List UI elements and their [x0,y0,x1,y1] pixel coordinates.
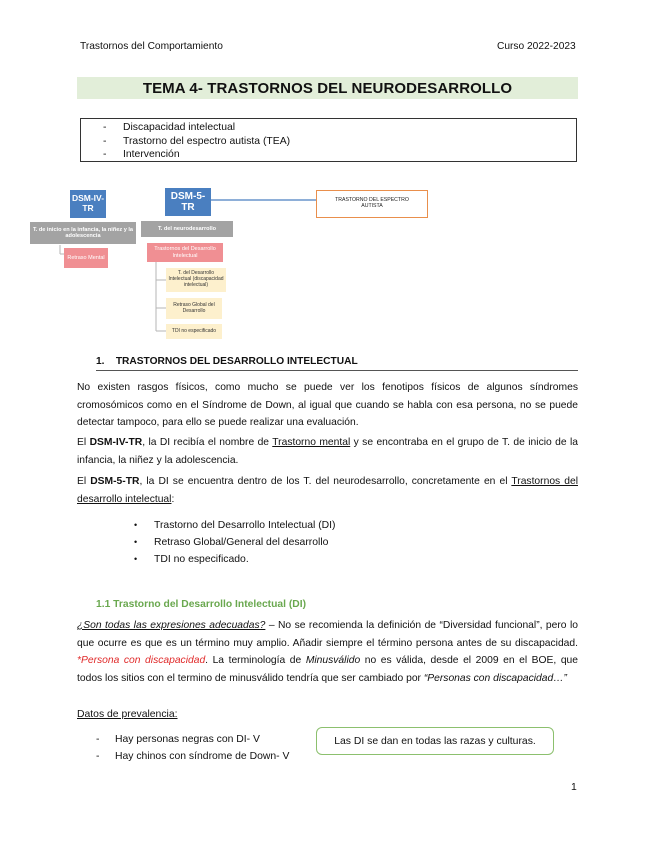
toc-item: - Intervención [103,149,180,160]
toc-item: - Discapacidad intelectual [103,122,236,133]
dsm5-group-box: T. del neurodesarrollo [141,221,233,237]
page-title: TEMA 4- TRASTORNOS DEL NEURODESARROLLO [142,79,513,97]
tea-box: TRASTORNO DEL ESPECTRO AUTISTA [316,190,428,218]
prevalence-title: Datos de prevalencia: [77,709,178,720]
list-item: • TDI no especificado. [134,554,249,565]
note-box: Las DI se dan en todas las razas y culturas. [316,727,554,755]
dsm5-item-box: TDI no especificado [166,324,222,339]
list-item: • Retraso Global/General del desarrollo [134,537,329,548]
header-left: Trastornos del Comportamiento [80,41,223,52]
bullet-list [134,517,336,568]
paragraph: ¿Son todas las expresiones adecuadas? – No se recomienda la definición de “Diversidad funcional”, pero lo que ocurre es que es un término muy amplio. Añadir siempre el término persona antes de su discapacidad. *Persona con discapacidad. La terminología de Minusválido no es válida, desde el 2009 en el BOE, que todos los sitios con el termino de minusválido tendría que ser cambiado por “Personas con discapacidad…” [77,620,579,684]
dsm5-box: DSM-5-TR [165,188,211,216]
dsm5-item-box: T. del Desarrollo Intelectual (discapacidad intelectual) [166,268,226,292]
dsm5-sub-box: Trastornos del Desarrollo Intelectual [147,243,223,262]
paragraph: No existen rasgos físicos, como mucho se puede ver los fenotipos físicos de algunos síndromes cromosómicos como en el Síndrome de Down, al igual que cuando se habla con esa persona, no se puede detectar tampoco, para ello se puede realizar una evaluación. [77,382,578,428]
prevalence-list [96,731,289,765]
list-item: • Trastorno del Desarrollo Intelectual (DI) [134,520,336,531]
dsm4-child-box: Retraso Mental [64,248,108,268]
subsection-heading: 1.1 Trastorno del Desarrollo Intelectual (DI) [96,599,306,610]
paragraph: El DSM-IV-TR, la DI recibía el nombre de Trastorno mental y se encontraba en el grupo de T. de inicio de la infancia, la niñez y la adolescencia. [77,437,578,466]
dsm4-group-box: T. de inicio en la infancia, la niñez y la adolescencia [30,222,136,244]
page-number: 1 [571,782,577,793]
section-heading: 1. TRASTORNOS DEL DESARROLLO INTELECTUAL [96,356,358,367]
diagram-connectors [0,0,655,350]
dsm4-box: DSM-IV-TR [70,190,106,218]
toc-item: - Trastorno del espectro autista (TEA) [103,135,291,147]
list-item: - Hay personas negras con DI- V [96,734,260,745]
list-item: - Hay chinos con síndrome de Down- V [96,751,290,762]
section-divider [96,370,578,371]
paragraph: El DSM-5-TR, la DI se encuentra dentro de los T. del neurodesarrollo, concretamente en el Trastornos del desarrollo intelectual: [77,476,578,505]
header-right: Curso 2022-2023 [497,41,576,52]
dsm5-item-box: Retraso Global del Desarrollo [166,298,222,319]
